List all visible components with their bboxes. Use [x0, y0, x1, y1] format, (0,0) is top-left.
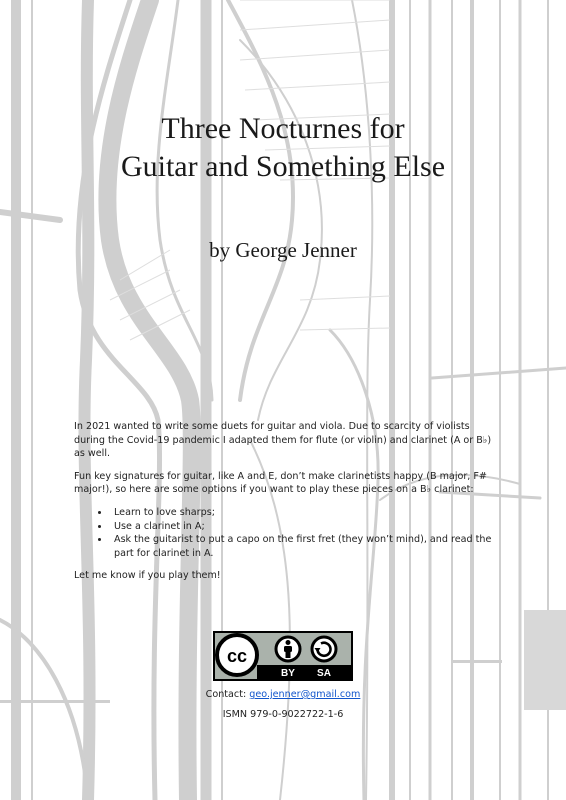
sa-label: SA	[317, 668, 331, 679]
author-byline: by George Jenner	[209, 238, 357, 262]
by-label: BY	[281, 668, 295, 679]
email-link[interactable]: geo.jenner@gmail.com	[249, 689, 361, 700]
option-item: • Use a clarinet in A;	[110, 520, 494, 534]
title-line-2: Guitar and Something Else	[120, 150, 446, 183]
title-line-1: Three Nocturnes for	[161, 112, 405, 145]
intro-paragraph: In 2021 wanted to write some duets for guitar and viola. Due to scarcity of violists during the Covid-19 pandemic I adapted them for flute (or violin) and clarinet (A or B♭) as well.	[74, 421, 492, 460]
creative-commons-by-sa-icon	[213, 631, 353, 681]
contact-label: Contact:	[205, 689, 247, 700]
option-item: • Ask the guitarist to put a capo on the first fret (they won’t mind), and read the part for clarinet in A.	[110, 533, 494, 560]
ismn-number: ISMN 979-0-9022722-1-6	[222, 709, 344, 720]
option-item: • Learn to love sharps;	[110, 506, 494, 520]
options-list	[74, 506, 494, 560]
cc-label: cc	[226, 646, 248, 666]
license-badge-strip	[257, 665, 351, 679]
key-note-paragraph: Fun key signatures for guitar, like A and E, don’t make clarinetists happy (B major, F# major!), so here are some options if you want to play these pieces on a B♭ clarinet:	[74, 470, 487, 496]
page-title	[0, 110, 566, 186]
closing-paragraph: Let me know if you play them!	[74, 570, 221, 582]
description-text	[74, 420, 494, 592]
contact-line	[0, 689, 566, 700]
